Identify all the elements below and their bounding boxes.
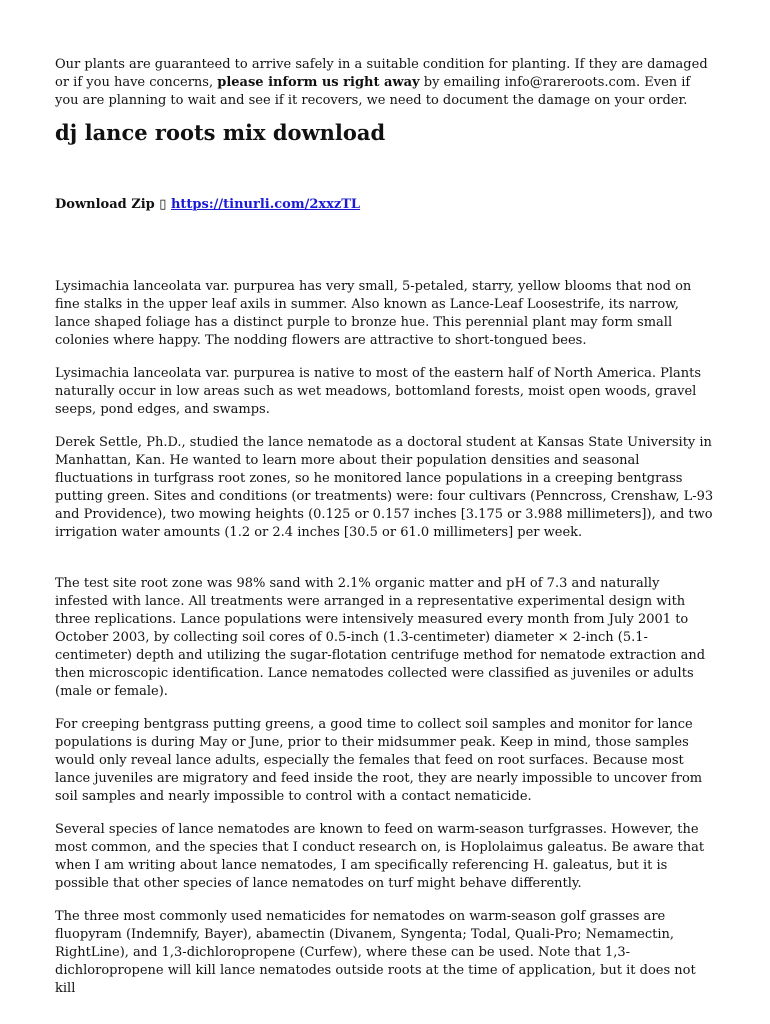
paragraph-1: Lysimachia lanceolata var. purpurea has very small, 5-petaled, starry, yellow blooms that nod on fine stalks in the upper leaf axils in summer. Also known as Lance-Leaf Loosestrife, its narrow, lance shaped foliage has a distinct purple to bronze hue. This perennial plant may form small colonies where happy. The nodding flowers are attractive to short-tongued bees. [55,279,692,348]
download-label: Download Zip ▯ [55,197,171,212]
intro-paragraph [55,56,715,110]
intro-text-before: Our plants are guaranteed to arrive safely in a suitable condition for planting. If they are damaged or if you have concerns, [55,57,708,90]
download-line [55,196,715,214]
download-link[interactable]: https://tinurli.com/2xxzTL [170,197,361,212]
paragraph-2: Lysimachia lanceolata var. purpurea is native to most of the eastern half of North America. Plants naturally occur in low areas such as wet meadows, bottomland forests, moist open woods, gravel seeps, pond edges, and swamps. [55,366,702,417]
document-page [55,56,715,1013]
intro-bold-text: please inform us right away [217,75,420,90]
paragraph-7: The three most commonly used nematicides for nematodes on warm-season golf grasses are fluopyram (Indemnify, Bayer), abamectin (Divanem, Syngenta; Todal, Quali-Pro; Nemamectin, RightLine), and 1,3-dichloropropene (Curfew), where these can be used. Note that 1,3-dichloropropene will kill lance nematodes outside roots at the time of application, but it does not kill [55,909,696,996]
paragraph-4: The test site root zone was 98% sand with 2.1% organic matter and pH of 7.3 and naturally infested with lance. All treatments were arranged in a representative experimental design with three replications. Lance populations were intensively measured every month from July 2001 to October 2003, by collecting soil cores of 0.5-inch (1.3-centimeter) diameter × 2-inch (5.1-centimeter) depth and utilizing the sugar-flotation centrifuge method for nematode extraction and then microscopic identification. Lance nematodes collected were classified as juveniles or adults (male or female). [55,576,706,699]
paragraph-6: Several species of lance nematodes are known to feed on warm-season turfgrasses. However, the most common, and the species that I conduct research on, is Hoplolaimus galeatus. Be aware that when I am writing about lance nematodes, I am specifically referencing H. galeatus, but it is possible that other species of lance nematodes on turf might behave differently. [55,822,705,891]
paragraph-5: For creeping bentgrass putting greens, a good time to collect soil samples and monitor for lance populations is during May or June, prior to their midsummer peak. Keep in mind, those samples would only reveal lance adults, especially the females that feed on root surfaces. Because most lance juveniles are migratory and feed inside the root, they are nearly impossible to uncover from soil samples and nearly impossible to control with a contact nematicide. [55,717,703,804]
paragraph-3: Derek Settle, Ph.D., studied the lance nematode as a doctoral student at Kansas State University in Manhattan, Kan. He wanted to learn more about their population densities and seasonal fluctuations in turfgrass root zones, so he monitored lance populations in a creeping bentgrass putting green. Sites and conditions (or treatments) were: four cultivars (Penncross, Crenshaw, L-93 and Providence), two mowing heights (0.125 or 0.157 inches [3.175 or 3.988 millimeters]), and two irrigation water amounts (1.2 or 2.4 inches [30.5 or 61.0 millimeters] per week. [55,435,714,540]
page-title: dj lance roots mix download [55,120,386,145]
intro-text-after: by emailing info@rareroots.com. Even if you are planning to wait and see if it recovers, we need to document the damage on your order. [55,75,691,108]
